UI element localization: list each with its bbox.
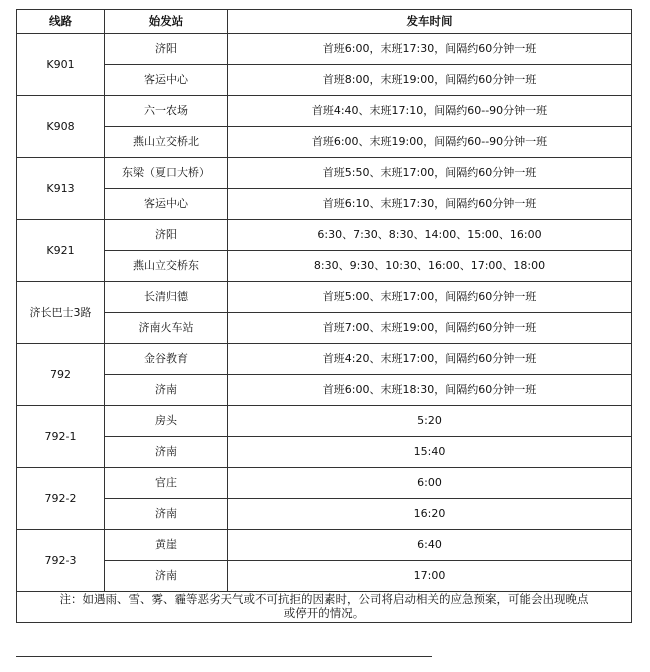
header-start-station: 始发站 — [105, 10, 228, 34]
route-name: 济长巴士3路 — [17, 282, 105, 344]
table-row — [17, 189, 632, 220]
departure-time: 首班7:00、末班19:00，间隔约60分钟一班 — [228, 313, 632, 344]
table-row — [17, 158, 632, 189]
start-station: 东梁（夏口大桥） — [105, 158, 228, 189]
start-station: 黄崖 — [105, 530, 228, 561]
header-route: 线路 — [17, 10, 105, 34]
start-station: 官庄 — [105, 468, 228, 499]
table-row — [17, 220, 632, 251]
header-row — [17, 10, 632, 34]
start-station: 长清归德 — [105, 282, 228, 313]
departure-time: 6:00 — [228, 468, 632, 499]
table-row — [17, 499, 632, 530]
table-row — [17, 34, 632, 65]
departure-time: 6:30、7:30、8:30、14:00、15:00、16:00 — [228, 220, 632, 251]
departure-time: 8:30、9:30、10:30、16:00、17:00、18:00 — [228, 251, 632, 282]
start-station: 燕山立交桥东 — [105, 251, 228, 282]
start-station: 济南 — [105, 561, 228, 592]
departure-time: 首班6:10、末班17:30，间隔约60分钟一班 — [228, 189, 632, 220]
route-name: 792-2 — [17, 468, 105, 530]
table-row — [17, 96, 632, 127]
start-station: 济南 — [105, 437, 228, 468]
route-name: K908 — [17, 96, 105, 158]
route-name: 792 — [17, 344, 105, 406]
route-name: 792-3 — [17, 530, 105, 592]
departure-time: 16:20 — [228, 499, 632, 530]
departure-time: 17:00 — [228, 561, 632, 592]
departure-time: 首班6:00，末班17:30，间隔约60分钟一班 — [228, 34, 632, 65]
table-row — [17, 561, 632, 592]
start-station: 济阳 — [105, 220, 228, 251]
start-station: 燕山立交桥北 — [105, 127, 228, 158]
table-row — [17, 282, 632, 313]
route-name: K921 — [17, 220, 105, 282]
departure-time: 5:20 — [228, 406, 632, 437]
note-row — [17, 592, 632, 623]
start-station: 济阳 — [105, 34, 228, 65]
start-station: 六一农场 — [105, 96, 228, 127]
departure-time: 首班6:00、末班18:30，间隔约60分钟一班 — [228, 375, 632, 406]
table-row — [17, 375, 632, 406]
table-row — [17, 468, 632, 499]
table-row — [17, 530, 632, 561]
bottom-rule — [16, 656, 432, 657]
note-cell — [17, 592, 632, 623]
departure-time: 首班4:20、末班17:00，间隔约60分钟一班 — [228, 344, 632, 375]
bus-schedule-table — [16, 9, 632, 623]
table-row — [17, 251, 632, 282]
start-station: 济南 — [105, 499, 228, 530]
table-row — [17, 406, 632, 437]
start-station: 房头 — [105, 406, 228, 437]
departure-time: 6:40 — [228, 530, 632, 561]
header-departure-time: 发车时间 — [228, 10, 632, 34]
departure-time: 首班6:00、末班19:00，间隔约60--90分钟一班 — [228, 127, 632, 158]
table-row — [17, 344, 632, 375]
departure-time: 首班5:00、末班17:00，间隔约60分钟一班 — [228, 282, 632, 313]
departure-time: 15:40 — [228, 437, 632, 468]
table-row — [17, 127, 632, 158]
schedule-body — [17, 34, 632, 592]
table-row — [17, 437, 632, 468]
note-line-1: 注：如遇雨、雪、雾、霾等恶劣天气或不可抗拒的因素时，公司将启动相关的应急预案，可能会出现晚点 — [59, 592, 589, 607]
route-name: K901 — [17, 34, 105, 96]
departure-time: 首班8:00，末班19:00，间隔约60分钟一班 — [228, 65, 632, 96]
start-station: 济南 — [105, 375, 228, 406]
departure-time: 首班4:40、末班17:10，间隔约60--90分钟一班 — [228, 96, 632, 127]
start-station: 金谷教育 — [105, 344, 228, 375]
start-station: 客运中心 — [105, 189, 228, 220]
route-name: K913 — [17, 158, 105, 220]
note-line-2: 或停开的情况。 — [283, 606, 365, 620]
departure-time: 首班5:50、末班17:00，间隔约60分钟一班 — [228, 158, 632, 189]
start-station: 济南火车站 — [105, 313, 228, 344]
start-station: 客运中心 — [105, 65, 228, 96]
table-row — [17, 313, 632, 344]
table-row — [17, 65, 632, 96]
route-name: 792-1 — [17, 406, 105, 468]
